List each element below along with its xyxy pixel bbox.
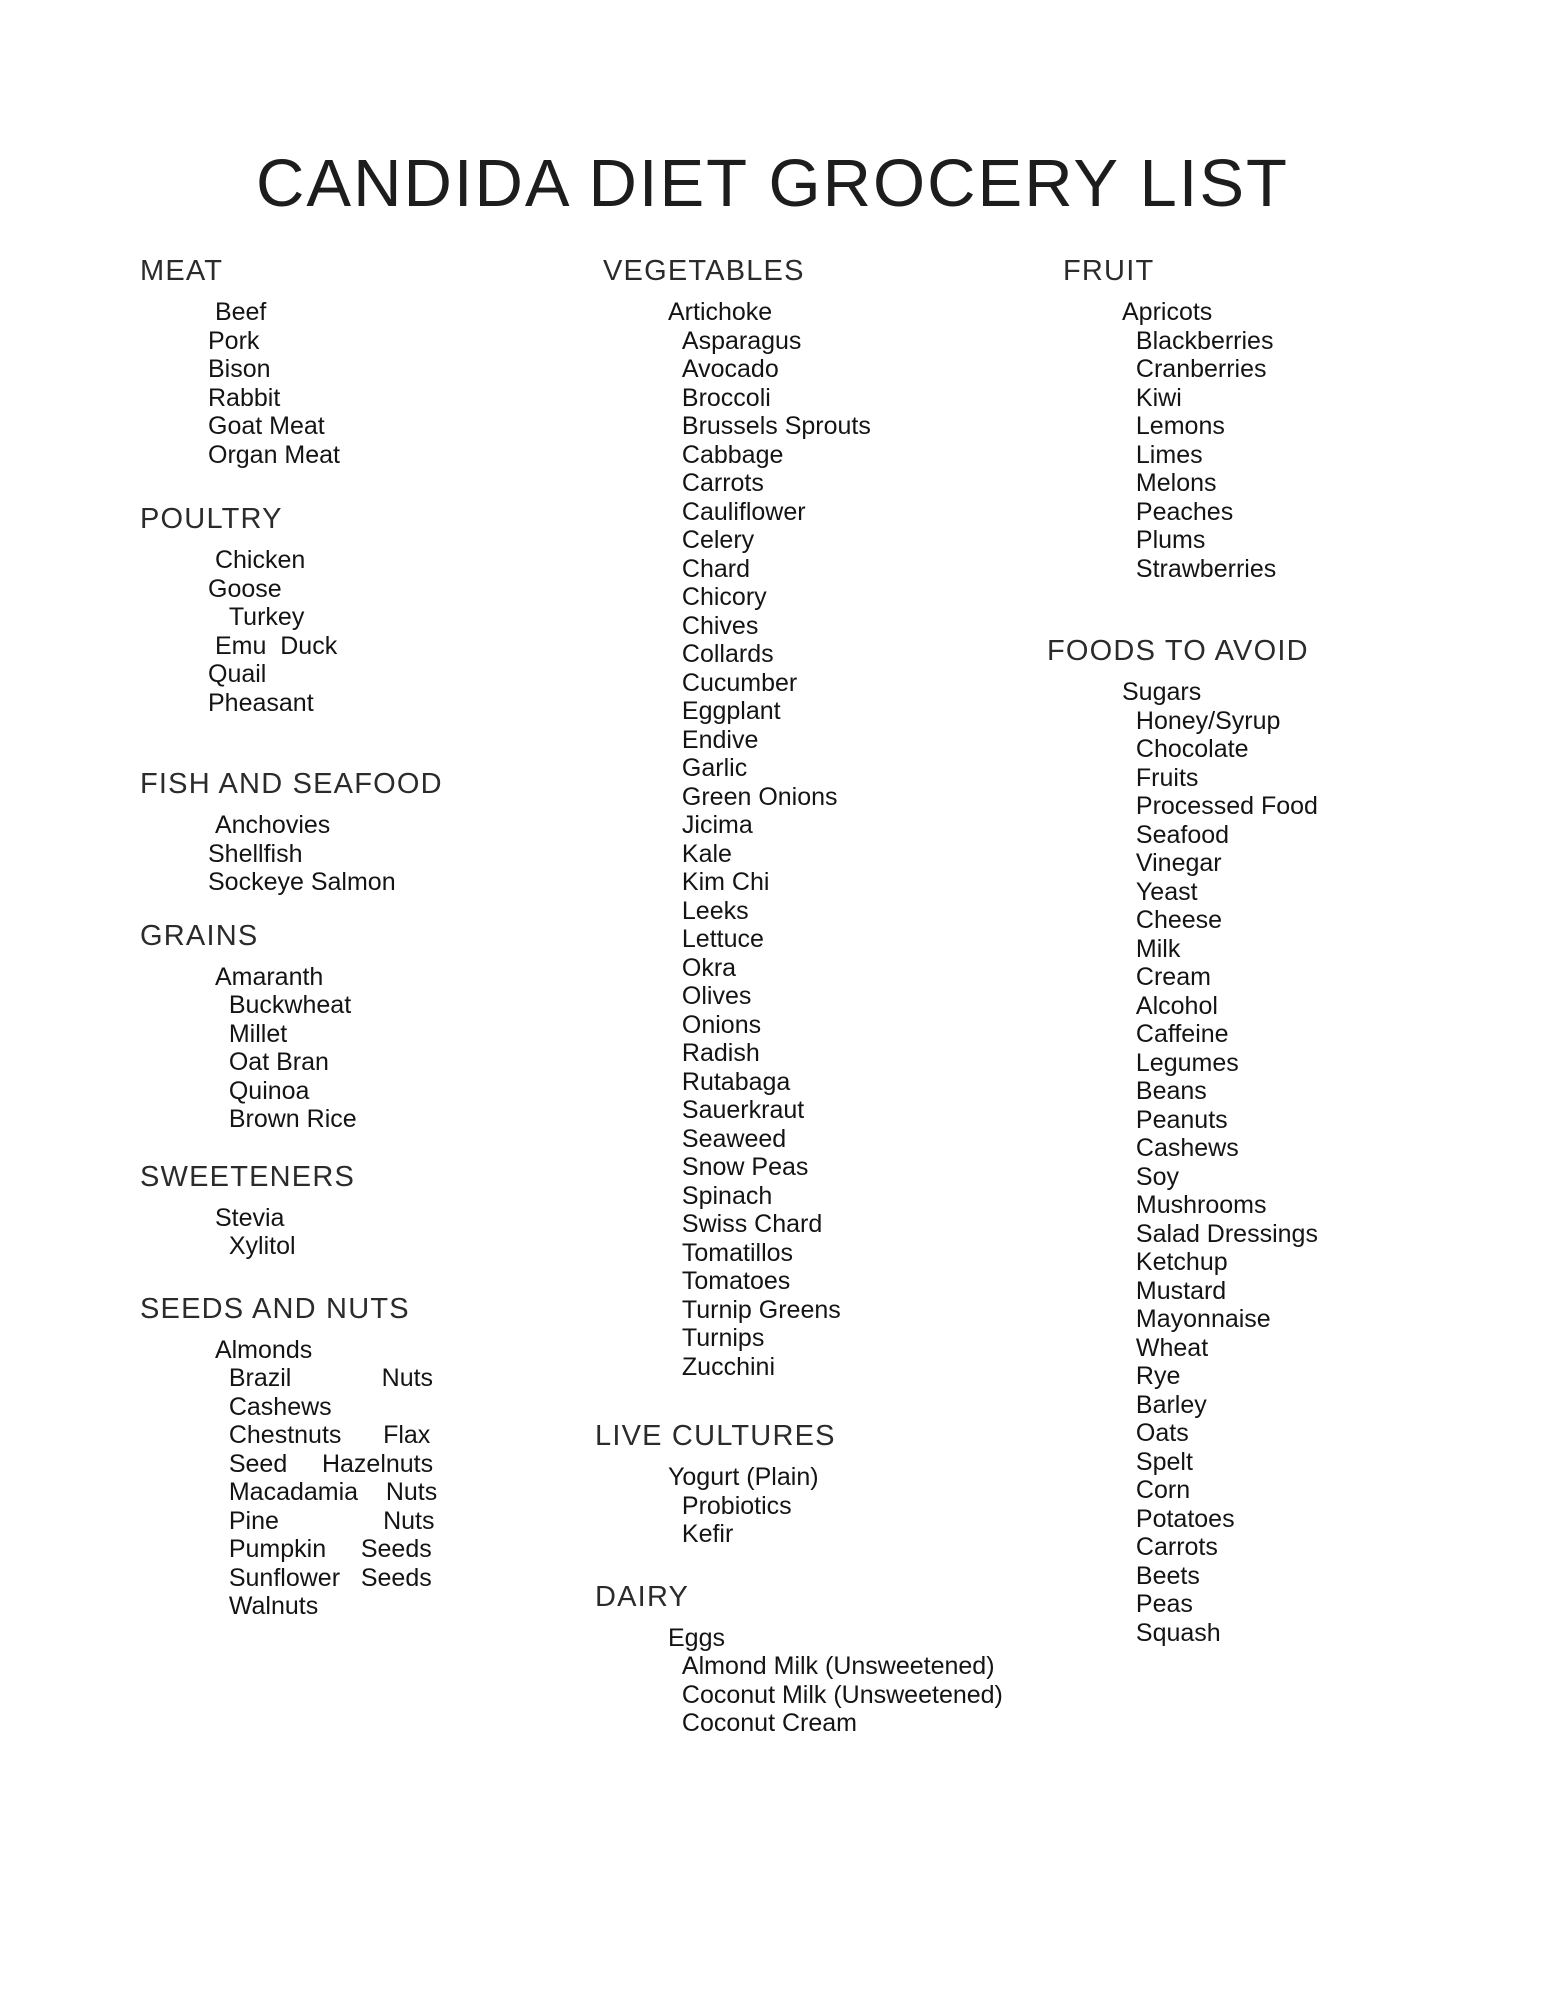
list-item: Alcohol (1122, 991, 1218, 1020)
list-item: Shellfish (208, 839, 303, 868)
list-item: Turnip Greens (668, 1295, 841, 1324)
section-heading: DAIRY (595, 1580, 690, 1613)
list-item: Mushrooms (1122, 1191, 1267, 1219)
section-heading: GRAINS (140, 919, 259, 952)
list-item: Emu Duck (208, 631, 338, 660)
list-item: Cheese (1122, 906, 1223, 934)
list-item: Chives (668, 611, 759, 640)
list-item: Seafood (1122, 820, 1230, 849)
column-left (140, 255, 595, 1621)
list-item: Broccoli (668, 383, 771, 412)
list-item: Ketchup (1122, 1248, 1228, 1276)
list-item: Kale (668, 839, 732, 868)
list-item: Pork (208, 326, 260, 355)
section-live-cultures (595, 1420, 1047, 1549)
list-item: Seaweed (668, 1124, 787, 1153)
list-item: Cream (1122, 963, 1211, 991)
list-item: Rutabaga (668, 1067, 791, 1096)
list-item: Walnuts (208, 1592, 319, 1620)
list-item: Brussels Sprouts (668, 412, 871, 440)
section-heading: FISH AND SEAFOOD (140, 768, 443, 800)
list-item: Seed Hazelnuts (208, 1449, 434, 1478)
page-title: CANDIDA DIET GROCERY LIST (256, 146, 1289, 221)
section-fruit (1047, 255, 1545, 583)
list-item: Jicima (668, 811, 753, 839)
content-columns (0, 255, 1545, 1738)
list-item: Spelt (1122, 1447, 1193, 1476)
list-item: Beef (208, 298, 267, 326)
list-item: Cauliflower (668, 497, 806, 526)
list-item: Okra (668, 953, 737, 982)
section-meat (140, 255, 595, 469)
list-item: Peaches (1122, 497, 1234, 526)
list-item: Rabbit (208, 383, 281, 412)
section-heading: SWEETENERS (140, 1160, 356, 1193)
list-item: Cashews (1122, 1134, 1239, 1162)
list-item: Sauerkraut (668, 1096, 805, 1124)
section-dairy (595, 1581, 1047, 1738)
list-item: Vinegar (1122, 849, 1222, 877)
list-item: Cucumber (668, 668, 798, 697)
list-item: Asparagus (668, 326, 802, 355)
list-item: Buckwheat (208, 991, 352, 1019)
list-item: Chard (668, 554, 750, 583)
list-item: Fruits (1122, 763, 1199, 792)
list-item: Coconut Cream (668, 1709, 857, 1737)
list-item: Almond Milk (Unsweetened) (668, 1652, 995, 1680)
list-item: Spinach (668, 1181, 773, 1210)
list-item: Amaranth (208, 962, 324, 991)
list-item: Peanuts (1122, 1105, 1228, 1134)
list-item: Pheasant (208, 688, 314, 717)
list-item: Stevia (208, 1203, 285, 1232)
list-item: Blackberries (1122, 326, 1274, 355)
list-item: Macadamia Nuts (208, 1478, 438, 1506)
list-item: Turkey (208, 603, 305, 631)
list-item: Quail (208, 660, 267, 688)
list-item: Turnips (668, 1324, 765, 1352)
list-item: Chestnuts Flax (208, 1421, 431, 1449)
list-item: Lemons (1122, 412, 1225, 440)
list-item: Caffeine (1122, 1020, 1229, 1048)
list-item: Zucchini (668, 1352, 775, 1381)
list-item: Sunflower Seeds (208, 1563, 432, 1592)
list-item: Honey/Syrup (1122, 706, 1281, 735)
list-item: Chicken (208, 546, 306, 574)
list-item: Cabbage (668, 440, 784, 469)
list-item: Sockeye Salmon (208, 868, 396, 896)
list-item: Tomatoes (668, 1267, 791, 1295)
list-item: Snow Peas (668, 1153, 809, 1181)
list-item: Kiwi (1122, 383, 1182, 412)
list-item: Processed Food (1122, 792, 1318, 820)
list-item: Goose (208, 574, 282, 603)
list-item: Collards (668, 640, 774, 668)
list-item: Beets (1122, 1561, 1200, 1590)
list-item: Mustard (1122, 1276, 1227, 1305)
list-item: Kefir (668, 1520, 734, 1548)
list-item: Legumes (1122, 1048, 1239, 1077)
list-item: Brown Rice (208, 1105, 357, 1133)
list-item: Chocolate (1122, 735, 1249, 763)
section-poultry (140, 503, 595, 717)
list-item: Garlic (668, 754, 748, 782)
list-item: Soy (1122, 1162, 1179, 1191)
list-item: Brazil Nuts (208, 1364, 434, 1392)
list-item: Mayonnaise (1122, 1305, 1271, 1333)
list-item: Avocado (668, 355, 779, 383)
list-item: Tomatillos (668, 1238, 794, 1267)
list-item: Limes (1122, 440, 1203, 469)
list-item: Olives (668, 982, 752, 1010)
list-item: Goat Meat (208, 412, 325, 440)
list-item: Cashews (208, 1392, 332, 1421)
list-item: Peas (1122, 1590, 1193, 1618)
list-item: Leeks (668, 896, 749, 925)
list-item: Lettuce (668, 925, 764, 953)
list-item: Celery (668, 526, 755, 554)
list-item: Potatoes (1122, 1504, 1235, 1533)
list-item: Strawberries (1122, 554, 1277, 583)
section-heading: POULTRY (140, 503, 283, 535)
list-item: Millet (208, 1019, 288, 1048)
list-item: Anchovies (208, 811, 331, 839)
list-item: Barley (1122, 1390, 1207, 1419)
list-item: Oats (1122, 1419, 1189, 1447)
list-item: Plums (1122, 526, 1206, 554)
list-item: Chicory (668, 583, 767, 611)
list-item: Organ Meat (208, 440, 341, 469)
section-vegetables (595, 255, 1047, 1381)
list-item: Almonds (208, 1335, 313, 1364)
column-right (1047, 255, 1545, 1647)
list-item: Artichoke (668, 298, 773, 326)
list-item: Coconut Milk (Unsweetened) (668, 1680, 1003, 1709)
list-item: Carrots (668, 469, 764, 497)
section-grains (140, 920, 595, 1134)
column-middle (595, 255, 1047, 1738)
list-item: Yogurt (Plain) (668, 1463, 819, 1491)
list-item: Apricots (1122, 298, 1213, 326)
list-item: Pumpkin Seeds (208, 1535, 432, 1563)
section-seeds-and-nuts (140, 1293, 595, 1621)
list-item: Kim Chi (668, 868, 770, 896)
list-item: Sugars (1122, 678, 1202, 706)
list-item: Eggs (668, 1623, 725, 1652)
section-sweeteners (140, 1161, 595, 1261)
list-item: Green Onions (668, 782, 838, 811)
list-item: Beans (1122, 1077, 1207, 1105)
list-item: Melons (1122, 469, 1217, 497)
list-item: Carrots (1122, 1533, 1218, 1561)
list-item: Cranberries (1122, 355, 1267, 383)
section-heading: LIVE CULTURES (595, 1420, 836, 1452)
list-item: Rye (1122, 1362, 1181, 1390)
list-item: Endive (668, 725, 759, 754)
list-item: Swiss Chard (668, 1210, 823, 1238)
section-heading: SEEDS AND NUTS (140, 1292, 410, 1325)
section-heading: MEAT (140, 255, 224, 287)
list-item: Probiotics (668, 1491, 792, 1520)
list-item: Onions (668, 1010, 762, 1039)
section-heading: FRUIT (1063, 255, 1155, 287)
list-item: Quinoa (208, 1076, 310, 1105)
list-item: Milk (1122, 934, 1181, 963)
section-foods-to-avoid (1047, 635, 1545, 1647)
list-item: Squash (1122, 1618, 1221, 1647)
list-item: Radish (668, 1039, 760, 1067)
list-item: Oat Bran (208, 1048, 329, 1076)
list-item: Eggplant (668, 697, 781, 725)
section-fish-and-seafood (140, 768, 595, 897)
section-heading: FOODS TO AVOID (1047, 635, 1309, 667)
list-item: Corn (1122, 1476, 1191, 1504)
list-item: Salad Dressings (1122, 1219, 1318, 1248)
list-item: Pine Nuts (208, 1506, 435, 1535)
list-item: Xylitol (208, 1232, 296, 1260)
list-item: Wheat (1122, 1333, 1209, 1362)
list-item: Yeast (1122, 877, 1198, 906)
list-item: Bison (208, 355, 271, 383)
section-heading: VEGETABLES (603, 255, 805, 287)
